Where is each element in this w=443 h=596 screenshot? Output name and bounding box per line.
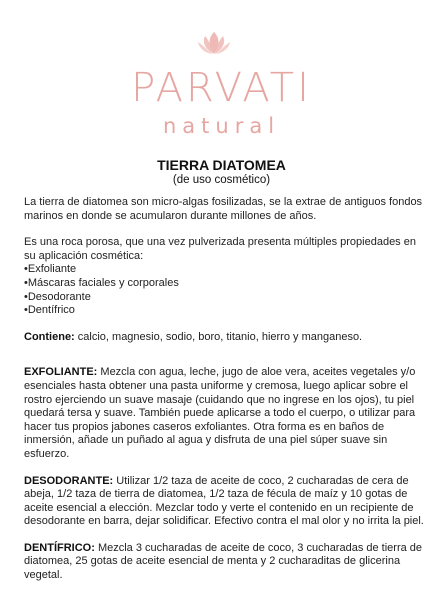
page-title: TIERRA DIATOMEA [157, 157, 286, 173]
uses-list [24, 263, 424, 317]
use-item: •Máscaras faciales y corporales [24, 276, 179, 289]
dentifrico-paragraph [24, 542, 424, 583]
brand-name: PARVATI [131, 65, 312, 111]
use-item: •Dentífrico [24, 304, 75, 317]
contains-text: calcio, magnesio, sodio, boro, titanio, hierro y manganeso. [74, 330, 363, 343]
use-item: •Desodorante [24, 290, 91, 303]
desodorante-paragraph [24, 475, 424, 529]
intro-paragraph: La tierra de diatomea son micro-algas fosilizadas, se la extrae de antiguos fondos marinos en donde se acumularon durante millones de años. [24, 196, 423, 222]
use-item: •Exfoliante [24, 263, 77, 276]
contains-paragraph [24, 331, 424, 345]
dentifrico-label: DENTÍFRICO: [24, 541, 95, 554]
exfoliante-label: EXFOLIANTE: [24, 366, 98, 379]
brand-logo [0, 0, 443, 150]
lotus-icon [196, 28, 232, 56]
properties-paragraph [24, 236, 424, 263]
dentifrico-text: Mezcla 3 cucharadas de aceite de coco, 3 cucharadas de tierra de diatomea, 25 gotas de aceite esencial de menta y 2 cucharaditas de glicerina vegetal. [24, 541, 423, 582]
brand-subtitle: natural [162, 114, 281, 138]
document-body [24, 196, 424, 596]
desodorante-label: DESODORANTE: [24, 474, 114, 487]
exfoliante-text: Mezcla con agua, leche, jugo de aloe vera, aceites vegetales y/o esenciales hasta obtener una pasta uniforme y cremosa, luego aplicar sobre el rostro ejerciendo un suave masaje (cuidando que no ingrese en los ojos), tu piel quedará tersa y suave. También puede aplicarse a todo el cuerpo, o utilizar para hacer tus propios jabones caseros exfoliantes. Otra forma es en baños de inmersión, añade un puñado al agua y disfruta de una piel súper suave sin esfuerzo. [24, 366, 416, 460]
page-subtitle: (de uso cosmético) [172, 174, 271, 186]
contains-label: Contiene: [24, 330, 75, 343]
properties-intro: Es una roca porosa, que una vez pulverizada presenta múltiples propiedades en su aplicación cosmética: [24, 236, 416, 262]
exfoliante-paragraph [24, 366, 424, 461]
desodorante-text: Utilizar 1/2 taza de aceite de coco, 2 cucharadas de cera de abeja, 1/2 taza de tierra de diatomea, 1/2 taza de fécula de maíz y 10 gotas de aceite esencial a elección. Mezclar todo y verte el contenido en un recipiente de desodorante en barra, dejar solidificar. Efectivo contra el mal olor y no irrita la piel. [24, 474, 424, 528]
